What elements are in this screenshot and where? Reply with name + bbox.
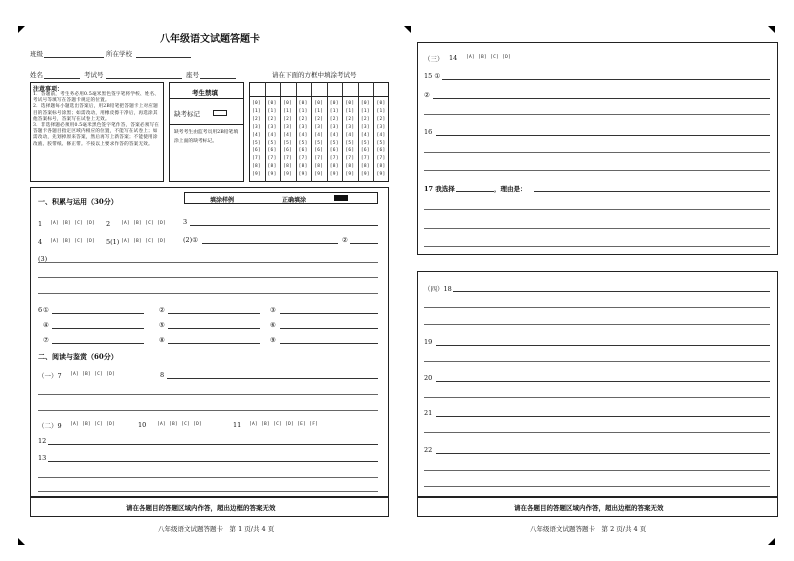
exam-digit-bubble[interactable]: [9] [283,172,293,178]
exam-digit-bubble[interactable]: [2] [360,116,370,122]
exam-digit-bubble[interactable]: [5] [252,140,262,146]
notes-title: 注意事项： [33,86,64,93]
exam-digit-bubble[interactable]: [7] [376,156,386,162]
exam-digit-bubble[interactable]: [7] [345,156,355,162]
answer-line[interactable] [38,277,378,278]
answer-line[interactable] [424,170,770,171]
grid-divider [342,82,343,182]
blank-9-line[interactable] [280,343,378,344]
footer-left: 八年级语文试题答题卡 第 1 页/共 4 页 [158,525,275,533]
grid-divider [373,82,374,182]
q11-options[interactable]: [A] [B] [C] [D] [E] [F] [249,422,319,427]
note-2: 2．选择题每小题选出答案后，用2B铅笔把答题卡上对应题目的答案标号涂黑；如需改动，用橡皮擦干净后，再选涂其他答案标号，答案写在试卷上无效。 [33,104,158,122]
q3-line[interactable] [190,225,378,226]
q15-line2[interactable] [433,98,770,99]
exam-digit-bubble[interactable]: [5] [329,140,339,146]
exam-digit-bubble[interactable]: [1] [345,108,355,114]
exam-digit-bubble[interactable]: [8] [267,164,277,170]
exam-digit-bubble[interactable]: [1] [329,108,339,114]
exam-digit-bubble[interactable]: [7] [314,156,324,162]
q22-label: 22 [424,446,433,454]
exam-digit-bubble[interactable]: [9] [345,172,355,178]
exam-digit-bubble[interactable]: [1] [376,108,386,114]
q22-line[interactable] [436,453,770,454]
blank-9-label: ⑨ [270,336,276,344]
q13-line[interactable] [48,461,378,462]
filled-sample [334,195,348,201]
exam-digit-bubble[interactable]: [2] [376,116,386,122]
answer-area-right-top [417,42,778,255]
blank-8-line[interactable] [168,343,260,344]
q17-reason-line[interactable] [534,191,770,192]
seat-label: 座号 [186,71,199,79]
exam-digit-bubble[interactable]: [1] [360,108,370,114]
corner-mark-tl [18,26,25,33]
blank-8-label: ⑧ [159,336,165,344]
grid-divider [265,82,266,182]
blank-3-line[interactable] [280,313,378,314]
exam-digit-bubble[interactable]: [0] [360,101,370,106]
q19-label: 19 [424,338,433,346]
q10-options[interactable]: [A] [B] [C] [D] [157,422,203,427]
exam-digit-bubble[interactable]: [2] [283,116,293,122]
exam-digit-bubble[interactable]: [2] [345,116,355,122]
exam-digit-bubble[interactable]: [3] [252,124,262,130]
blank-5-line[interactable] [168,328,260,329]
exam-digit-bubble[interactable]: [9] [376,172,386,178]
answer-line[interactable] [424,432,770,433]
exam-digit-bubble[interactable]: [0] [376,101,386,106]
answer-line[interactable] [424,114,770,115]
q8-label: 8 [160,371,165,379]
exam-digit-bubble[interactable]: [0] [283,101,293,106]
q19-line[interactable] [436,345,770,346]
q21-line[interactable] [436,416,770,417]
exam-digit-bubble[interactable]: [3] [314,124,324,130]
school-label: 所在学校 [106,50,132,58]
answer-area-right-bottom [417,271,778,497]
q13-label: 13 [38,454,47,462]
blank-5-label: ⑤ [159,321,165,329]
corner-mark-br [768,538,775,545]
notes-body [33,92,161,148]
grid-divider [280,82,281,182]
blank-4-label: ④ [43,321,49,329]
exam-digit-bubble[interactable]: [7] [283,156,293,162]
footer-right: 八年级语文试题答题卡 第 2 页/共 4 页 [530,525,647,533]
exam-digit-bubble[interactable]: [0] [252,101,262,106]
warning-right: 请在各题目的答题区域内作答，超出边框的答案无效 [514,504,664,512]
corner-mark-tr [404,26,411,33]
blank-3-label: ③ [270,306,276,314]
q18-line[interactable] [453,291,770,292]
sheet-title: 八年级语文试题答题卡 [160,34,260,45]
part4-q18-label: （四）18 [424,285,452,293]
exam-digit-bubble[interactable]: [4] [360,132,370,138]
q17-label: 17 我选择 [424,185,455,193]
exam-digit-bubble[interactable]: [3] [329,124,339,130]
blank-7-line[interactable] [52,343,144,344]
exam-digit-bubble[interactable]: [2] [298,116,308,122]
q9-options[interactable]: [A] [B] [C] [D] [70,422,116,427]
q3-label: 3 [183,218,188,226]
q4-label: 4 [38,238,43,246]
exam-digit-bubble[interactable]: [1] [298,108,308,114]
q20-line[interactable] [436,381,770,382]
q21-label: 21 [424,409,433,417]
grid-divider [296,82,297,182]
note-3: 3．非选择题必须用0.5毫米黑色签字笔作答，答案必须写在答题卡各题目指定区域内相应的位置，不能写在试卷上；如需改动，先划掉原来答案，然后再写上新答案；不能使用涂改液、胶带纸、修正带。不按以上要求作答的答案无效。 [33,123,160,147]
exam-digit-bubble[interactable]: [7] [267,156,277,162]
q5-label: 5(1) [106,238,120,246]
exam-digit-bubble[interactable]: [0] [329,101,339,106]
exam-digit-bubble[interactable]: [9] [298,172,308,178]
exam-digit-bubble[interactable]: [7] [298,156,308,162]
exam-digit-bubble[interactable]: [4] [345,132,355,138]
note-1: 1．答题前，考生务必用0.5毫米黑色签字笔将学校、姓名、考试号等填写在答题卡规定的位置。 [33,92,160,104]
blank-4-line[interactable] [52,328,144,329]
exam-digit-bubble[interactable]: [8] [283,164,293,170]
q14-label: 14 [449,54,458,62]
exam-digit-bubble[interactable]: [9] [329,172,339,178]
q12-label: 12 [38,437,47,445]
name-field[interactable] [44,78,80,79]
blank-1-label: ① [43,306,49,314]
answer-area-left [30,187,389,497]
exam-no-label: 考试号 [84,71,104,79]
class-label: 班级 [30,50,43,58]
answer-line[interactable] [38,410,378,411]
school-field[interactable] [136,57,191,58]
grid-header-line [249,96,389,97]
q17-choice-line[interactable] [456,191,494,192]
corner-mark-tr2 [768,26,775,33]
grid-divider [311,82,312,182]
q2-options[interactable]: [A] [B] [C] [D] [121,221,167,226]
exam-digit-bubble[interactable]: [0] [314,101,324,106]
q5-2b-label: ② [342,236,348,244]
exam-digit-bubble[interactable]: [6] [360,148,370,154]
answer-line[interactable] [38,491,378,492]
exam-digit-bubble[interactable]: [4] [267,132,277,138]
q16-line[interactable] [436,135,770,136]
q6-label: 6 [38,306,43,314]
exam-digit-bubble[interactable]: [9] [360,172,370,178]
blank-6-label: ⑥ [270,321,276,329]
exam-digit-bubble[interactable]: [8] [314,164,324,170]
answer-line[interactable] [424,246,770,247]
legend-correct: 正确填涂 [282,197,307,204]
part1-q7-label: （一）7 [38,372,62,380]
exam-digit-bubble[interactable]: [5] [283,140,293,146]
exam-digit-bubble[interactable]: [5] [376,140,386,146]
exam-digit-bubble[interactable]: [4] [298,132,308,138]
q15-line1[interactable] [442,79,770,80]
blank-1-line[interactable] [52,313,144,314]
exam-digit-bubble[interactable]: [4] [283,132,293,138]
exam-digit-bubble[interactable]: [1] [314,108,324,114]
exam-digit-bubble[interactable]: [1] [283,108,293,114]
exam-digit-bubble[interactable]: [6] [283,148,293,154]
q15-label: 15 ① [424,72,441,80]
q5-3-label: (3) [38,255,48,263]
exam-digit-bubble[interactable]: [4] [329,132,339,138]
exam-digit-bubble[interactable]: [5] [298,140,308,146]
q5-2-line2[interactable] [350,243,378,244]
corner-mark-bl [18,538,25,545]
name-label: 姓名 [30,71,43,79]
answer-line[interactable] [424,228,770,229]
absent-checkbox[interactable] [213,110,227,116]
exam-digit-bubble[interactable]: [0] [267,101,277,106]
exam-digit-bubble[interactable]: [9] [314,172,324,178]
answer-line[interactable] [424,486,770,487]
answer-line[interactable] [424,324,770,325]
q17-reason-label: ，理由是： [494,185,527,193]
part3-label: （三） [424,55,444,63]
exam-digit-bubble[interactable]: [7] [329,156,339,162]
exam-digit-bubble[interactable]: [1] [252,108,262,114]
absent-label: 缺考标记 [174,110,200,118]
exam-digit-bubble[interactable]: [9] [267,172,277,178]
exam-digit-bubble[interactable]: [4] [252,132,262,138]
blank-2-label: ② [159,306,165,314]
q10-label: 10 [138,421,147,429]
answer-line[interactable] [424,470,770,471]
q8-line[interactable] [167,378,378,379]
exam-digit-bubble[interactable]: [5] [314,140,324,146]
exam-digit-bubble[interactable]: [7] [252,156,262,162]
answer-line[interactable] [38,394,378,395]
q12-line[interactable] [48,444,378,445]
exam-digit-bubble[interactable]: [8] [345,164,355,170]
seat-field[interactable] [200,78,236,79]
exam-digit-bubble[interactable]: [6] [314,148,324,154]
exam-digit-bubble[interactable]: [4] [314,132,324,138]
q5-2-label: (2)① [183,236,199,244]
q4-options[interactable]: [A] [B] [C] [D] [50,239,96,244]
fill-instruction: 请在下面的方框中填涂考试号 [272,71,357,79]
answer-line[interactable] [424,397,770,398]
proctor-title: 考生禁填 [192,89,218,97]
blank-7-label: ⑦ [43,336,49,344]
exam-digit-bubble[interactable]: [9] [252,172,262,178]
answer-line[interactable] [424,307,770,308]
exam-digit-bubble[interactable]: [8] [376,164,386,170]
q7-options[interactable]: [A] [B] [C] [D] [70,372,116,377]
q1-label: 1 [38,220,43,228]
exam-digit-bubble[interactable]: [2] [329,116,339,122]
q2-label: 2 [106,220,111,228]
exam-digit-bubble[interactable]: [0] [345,101,355,106]
exam-digit-bubble[interactable]: [5] [345,140,355,146]
blank-2-line[interactable] [168,313,260,314]
exam-digit-bubble[interactable]: [3] [283,124,293,130]
exam-no-field[interactable] [106,78,182,79]
exam-digit-bubble[interactable]: [3] [298,124,308,130]
q15b-label: ② [424,91,430,99]
part2-q9-label: （二）9 [38,422,62,430]
section1-title: 一、积累与运用（30分） [38,197,118,206]
exam-digit-bubble[interactable]: [6] [329,148,339,154]
answer-line[interactable] [424,361,770,362]
exam-digit-bubble[interactable]: [3] [267,124,277,130]
exam-digit-bubble[interactable]: [6] [298,148,308,154]
exam-digit-bubble[interactable]: [2] [252,116,262,122]
exam-digit-bubble[interactable]: [8] [329,164,339,170]
answer-line[interactable] [38,262,378,263]
proctor-desc: 缺考考生由监考员用2B铅笔填涂上面的缺考标记。 [174,130,239,144]
exam-digit-bubble[interactable]: [6] [376,148,386,154]
answer-line[interactable] [424,209,770,210]
q16-label: 16 [424,128,433,136]
q20-label: 20 [424,374,433,382]
q5-options[interactable]: [A] [B] [C] [D] [121,239,167,244]
exam-digit-bubble[interactable]: [8] [252,164,262,170]
exam-digit-bubble[interactable]: [6] [267,148,277,154]
answer-line[interactable] [38,293,378,294]
exam-digit-bubble[interactable]: [5] [267,140,277,146]
exam-digit-bubble[interactable]: [4] [376,132,386,138]
exam-digit-bubble[interactable]: [8] [298,164,308,170]
grid-divider [358,82,359,182]
q1-options[interactable]: [A] [B] [C] [D] [50,221,96,226]
exam-digit-bubble[interactable]: [7] [360,156,370,162]
answer-line[interactable] [38,477,378,478]
blank-6-line[interactable] [280,328,378,329]
exam-digit-bubble[interactable]: [1] [267,108,277,114]
exam-digit-bubble[interactable]: [3] [376,124,386,130]
warning-left: 请在各题目的答题区域内作答，超出边框的答案无效 [126,504,276,512]
exam-digit-bubble[interactable]: [3] [345,124,355,130]
exam-digit-bubble[interactable]: [6] [252,148,262,154]
exam-digit-bubble[interactable]: [8] [360,164,370,170]
exam-digit-bubble[interactable]: [2] [314,116,324,122]
exam-digit-bubble[interactable]: [6] [345,148,355,154]
exam-digit-bubble[interactable]: [0] [298,101,308,106]
section2-title: 二、阅读与鉴赏（60分） [38,352,118,361]
exam-digit-bubble[interactable]: [3] [360,124,370,130]
exam-digit-bubble[interactable]: [5] [360,140,370,146]
legend-sample: 填涂样例 [210,197,235,204]
grid-divider [327,82,328,182]
exam-digit-bubble[interactable]: [2] [267,116,277,122]
q5-2-line1[interactable] [202,243,338,244]
q14-options[interactable]: [A] [B] [C] [D] [466,55,512,60]
answer-line[interactable] [424,152,770,153]
q11-label: 11 [233,421,242,429]
